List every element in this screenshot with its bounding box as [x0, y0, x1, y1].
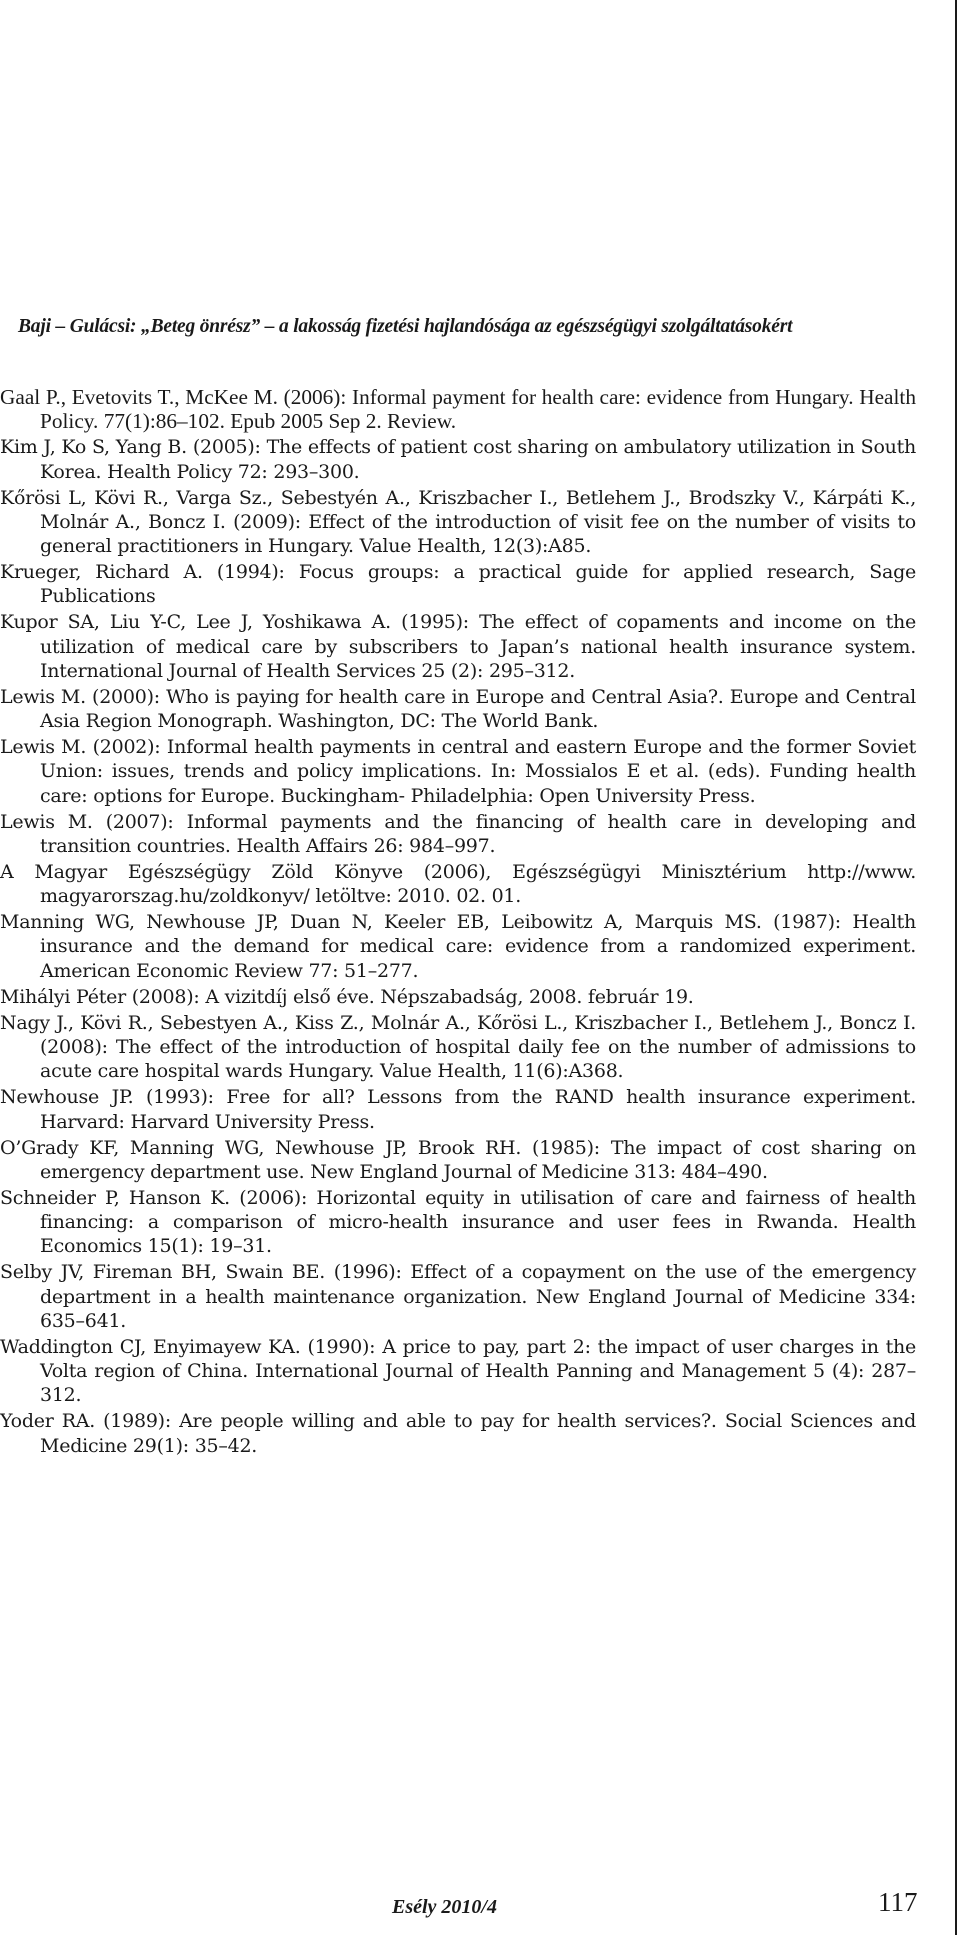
running-header: Baji – Gulácsi: „Beteg önrész” – a lakosság fizetési hajlandósága az egészségügyi szolgáltatásokért: [18, 316, 793, 337]
page-edge-rule: [955, 0, 957, 1935]
reference-item: Krueger, Richard A. (1994): Focus groups: a practical guide for applied research, Sage Publications: [0, 561, 916, 608]
reference-item: Mihályi Péter (2008): A vizitdíj első éve. Népszabadság, 2008. február 19.: [0, 985, 694, 1008]
reference-item: Selby JV, Fireman BH, Swain BE. (1996): Effect of a copayment on the use of the emergency department in a health maintenance organization. New England Journal of Medicine 334: 635–641.: [0, 1261, 916, 1332]
reference-item: Lewis M. (2007): Informal payments and the financing of health care in developing and transition countries. Health Affairs 26: 984–997.: [0, 810, 916, 857]
reference-item: Newhouse JP. (1993): Free for all? Lessons from the RAND health insurance experiment. Harvard: Harvard University Press.: [0, 1086, 916, 1133]
reference-item: Gaal P., Evetovits T., McKee M. (2006): Informal payment for health care: evidence from Hungary. Health Policy. 77(1):86–102. Epub 2005 Sep 2. Review.: [0, 385, 916, 434]
reference-item: A Magyar Egészségügy Zöld Könyve (2006), Egészségügyi Minisztérium http://www. magyarorszag.hu/zoldkonyv/ letöltve: 2010. 02. 01.: [0, 860, 916, 908]
reference-item: Yoder RA. (1989): Are people willing and able to pay for health services?. Social Sciences and Medicine 29(1): 35–42.: [0, 1410, 916, 1457]
reference-item: Kupor SA, Liu Y-C, Lee J, Yoshikawa A. (1995): The effect of copaments and income on the utilization of medical care by subscribers to Japan’s national health insurance system. International Journal of Health Services 25 (2): 295–312.: [0, 611, 916, 682]
footer-journal-title: Esély 2010/4: [392, 1896, 497, 1918]
reference-item: Lewis M. (2002): Informal health payments in central and eastern Europe and the former Soviet Union: issues, trends and policy implications. In: Mossialos E et al. (eds). Funding health care: options for Europe. Buckingham- Philadelphia: Open University Press.: [0, 736, 916, 807]
reference-item: Nagy J., Kövi R., Sebestyen A., Kiss Z., Molnár A., Kőrösi L., Kriszbacher I., Betlehem J., Boncz I. (2008): The effect of the introduction of hospital daily fee on the number of admissions to acute care hospital wards Hungary. Value Health, 11(6):A368.: [0, 1011, 916, 1083]
reference-item: Manning WG, Newhouse JP, Duan N, Keeler EB, Leibowitz A, Marquis MS. (1987): Health insurance and the demand for medical care: evidence from a randomized experiment. American Economic Review 77: 51–277.: [0, 911, 916, 982]
reference-item: Waddington CJ, Enyimayew KA. (1990): A price to pay, part 2: the impact of user charges in the Volta region of China. International Journal of Health Panning and Management 5 (4): 287–312.: [0, 1335, 916, 1407]
page-number: 117: [878, 1887, 918, 1917]
reference-item: Schneider P, Hanson K. (2006): Horizontal equity in utilisation of care and fairness of health financing: a comparison of micro-health insurance and user fees in Rwanda. Health Economics 15(1): 19–31.: [0, 1186, 916, 1258]
reference-item: Kőrösi L, Kövi R., Varga Sz., Sebestyén A., Kriszbacher I., Betlehem J., Brodszky V., Kárpáti K., Molnár A., Boncz I. (2009): Effect of the introduction of visit fee on the number of visits to general practitioners in Hungary. Value Health, 12(3):A85.: [0, 486, 916, 557]
reference-item: Lewis M. (2000): Who is paying for health care in Europe and Central Asia?. Europe and Central Asia Region Monograph. Washington, DC: The World Bank.: [0, 685, 916, 733]
reference-item: Kim J, Ko S, Yang B. (2005): The effects of patient cost sharing on ambulatory utilization in South Korea. Health Policy 72: 293–300.: [0, 436, 916, 483]
reference-list: [0, 385, 960, 1460]
reference-item: O’Grady KF, Manning WG, Newhouse JP, Brook RH. (1985): The impact of cost sharing on emergency department use. New England Journal of Medicine 313: 484–490.: [0, 1136, 916, 1183]
